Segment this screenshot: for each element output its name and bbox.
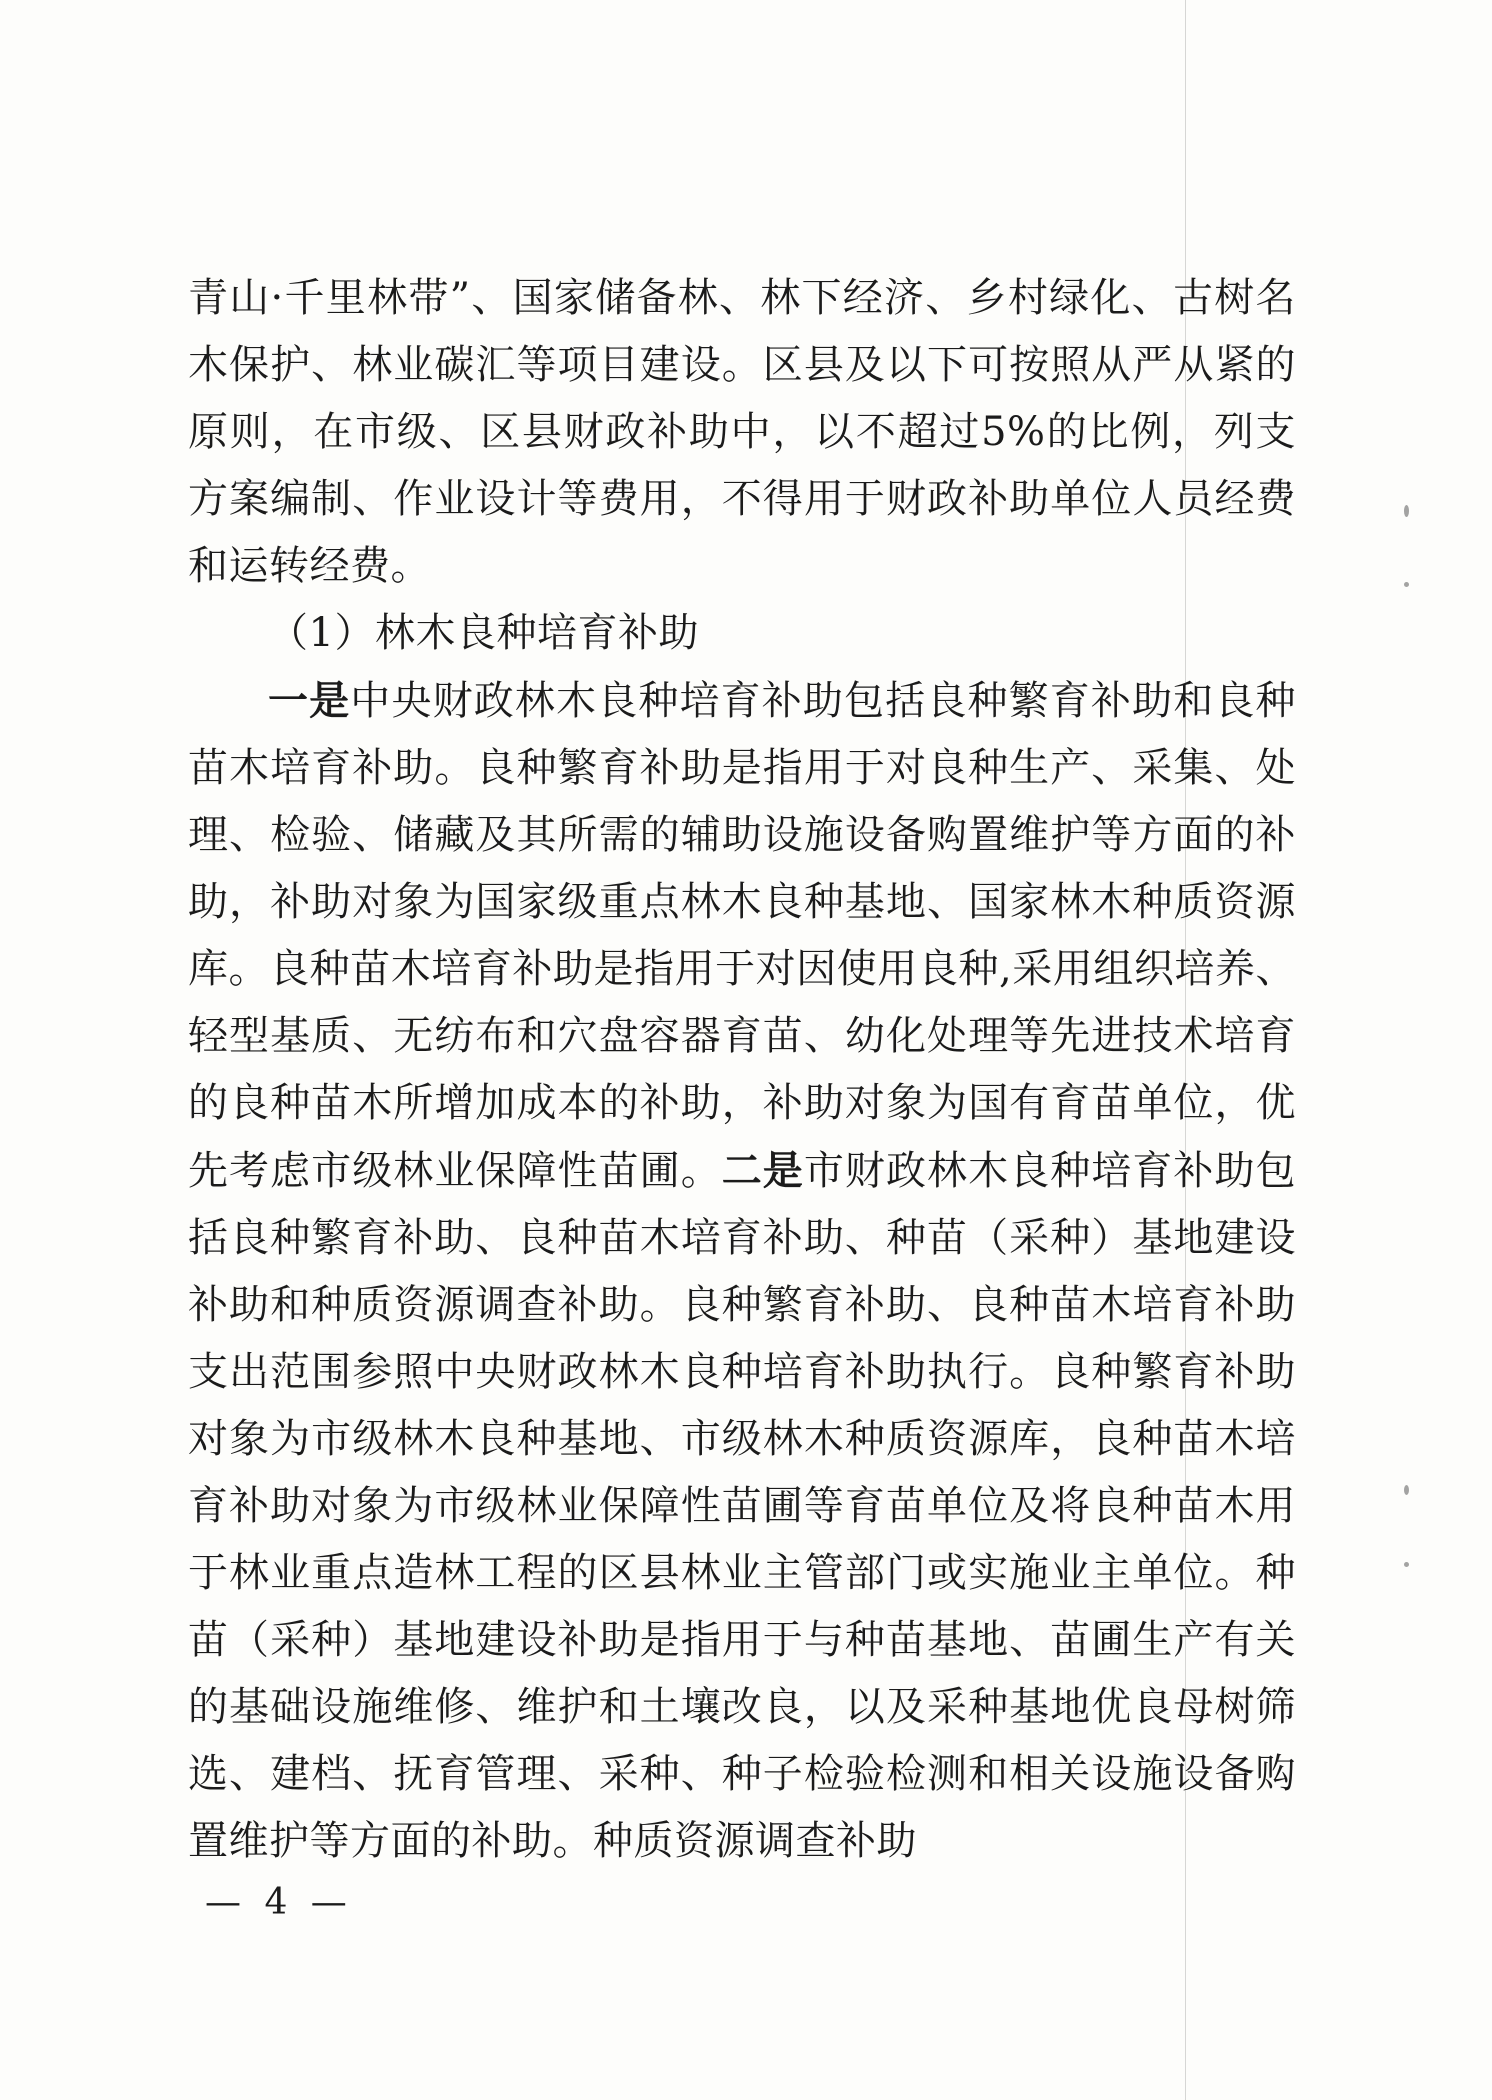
paragraph-section-heading: （1）林木良种培育补助 (268, 610, 699, 656)
scan-artifact-speck (1404, 1485, 1409, 1495)
paragraph-continuation: 青山·千里林带”、国家储备林、林下经济、乡村绿化、古树名木保护、林业碳汇等项目建设。区县及以下可按照从严从紧的原则，在市级、区县财政补助中，以不超过5%的比例，列支方案编制、作业设计等费用，不得用于财政补助单位人员经费和运转经费。 (188, 275, 1296, 589)
lead-marker-one: 一是 (268, 677, 351, 724)
body-text-one: 中央财政林木良种培育补助包括良种繁育补助和良种苗木培育补助。良种繁育补助是指用于对良种生产、采集、处理、检验、储藏及其所需的辅助设施设备购置维护等方面的补助，补助对象为国家级重点林木良种基地、国家林木种质资源库。良种苗木培育补助是指用于对因使用良种,采用组织培养、轻型基质、无纺布和穴盘容器育苗、幼化处理等先进技术培育的良种苗木所增加成本的补助，补助对象为国有育苗单位，优先考虑市级林业保障性苗圃。 (188, 678, 1297, 1194)
page-number: — 4 — (205, 1882, 353, 1923)
lead-marker-two: 二是 (721, 1147, 804, 1194)
scan-artifact-speck (1404, 505, 1409, 517)
body-text-two: 市财政林木良种培育补助包括良种繁育补助、良种苗木培育补助、种苗（采种）基地建设补助和种质资源调查补助。良种繁育补助、良种苗木培育补助支出范围参照中央财政林木良种培育补助执行。良种繁育补助对象为市级林木良种基地、市级林木种质资源库，良种苗木培育补助对象为市级林业保障性苗圃等育苗单位及将良种苗木用于林业重点造林工程的区县林业主管部门或实施业主单位。种苗（采种）基地建设补助是指用于与种苗基地、苗圃生产有关的基础设施维修、维护和土壤改良，以及采种基地优良母树筛选、建档、抚育管理、采种、种子检验检测和相关设施设备购置维护等方面的补助。种质资源调查补助 (188, 1148, 1297, 1864)
document-body (188, 265, 1296, 1875)
scan-artifact-speck (1404, 1562, 1409, 1567)
page-footer (0, 1882, 1492, 1923)
scan-artifact-speck (1404, 582, 1409, 587)
paragraph-body-1 (188, 667, 1296, 1875)
